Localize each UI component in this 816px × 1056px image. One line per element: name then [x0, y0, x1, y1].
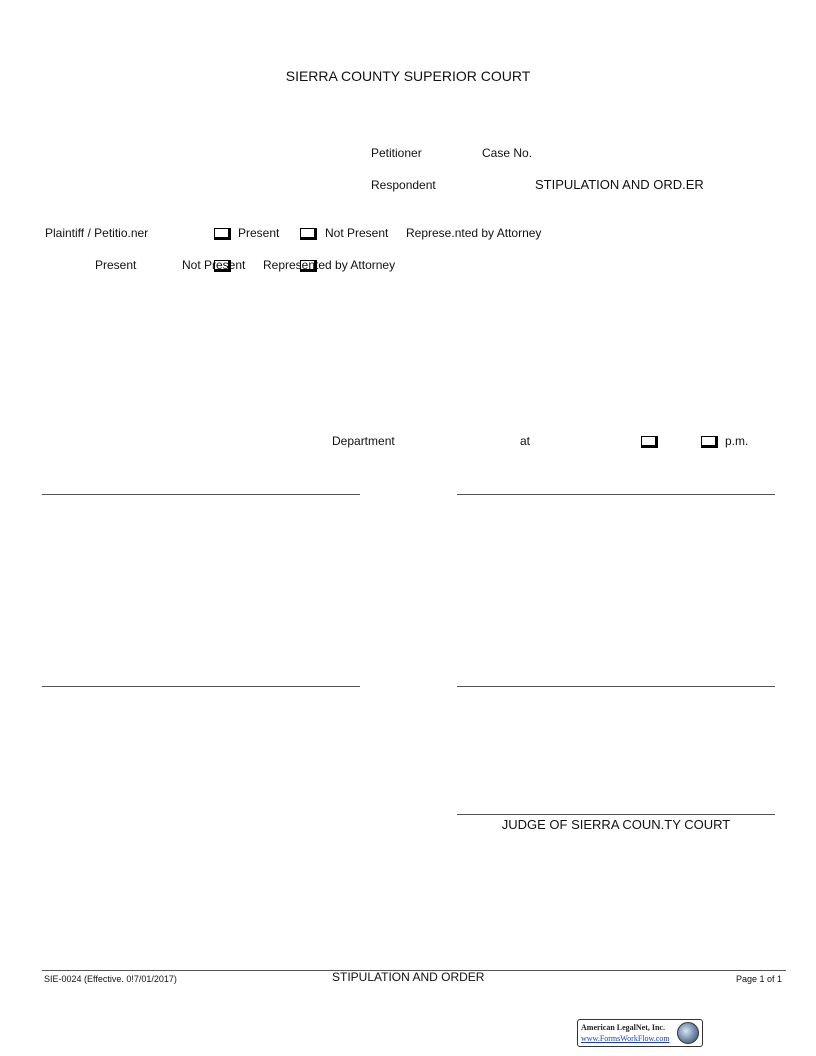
plaintiff-petitioner-label: Plaintiff / Petitio.ner [45, 226, 149, 240]
signature-line-left-1[interactable] [42, 494, 360, 495]
present-label-2: Present [95, 258, 137, 272]
represented-by-attorney-label: Represe.nted by Attorney [406, 226, 542, 240]
department-label: Department [332, 434, 395, 448]
judge-signature-label: JUDGE OF SIERRA COUN.TY COURT [501, 817, 731, 832]
pm-checkbox[interactable] [701, 436, 718, 448]
represented-by-attorney-label-2: Represented by Attorney [263, 258, 396, 272]
signature-line-left-2[interactable] [42, 686, 360, 687]
logo-website-link[interactable]: www.FormsWorkFlow.com [581, 1034, 670, 1043]
at-label: at [520, 434, 531, 448]
form-number: SIE-0024 (Effective. 0!7/01/2017) [44, 974, 177, 984]
not-present-label-2: Not Present [182, 258, 246, 272]
not-present-label: Not Present [325, 226, 389, 240]
petitioner-label: Petitioner [371, 146, 422, 160]
logo-company-name: American LegalNet, Inc. [581, 1023, 665, 1032]
signature-line-right-1[interactable] [457, 494, 775, 495]
footer-title: STIPULATION AND ORDER [332, 970, 485, 984]
not-present-checkbox-2[interactable] [300, 260, 317, 272]
respondent-label: Respondent [371, 178, 436, 192]
page-number: Page 1 of 1 [735, 974, 782, 984]
american-legalnet-logo[interactable] [577, 1019, 703, 1047]
signature-line-right-2[interactable] [457, 686, 775, 687]
not-present-checkbox[interactable] [300, 228, 317, 240]
globe-icon [677, 1022, 699, 1044]
present-checkbox[interactable] [214, 228, 231, 240]
am-checkbox[interactable] [641, 436, 658, 448]
pm-label: p.m. [725, 434, 749, 448]
present-label: Present [238, 226, 280, 240]
judge-signature-line[interactable] [457, 814, 775, 815]
present-checkbox-2[interactable] [214, 260, 231, 272]
document-title: STIPULATION AND ORD.ER [535, 177, 704, 192]
case-number-label: Case No. [482, 146, 533, 160]
court-title: SIERRA COUNTY SUPERIOR COURT [285, 68, 531, 84]
